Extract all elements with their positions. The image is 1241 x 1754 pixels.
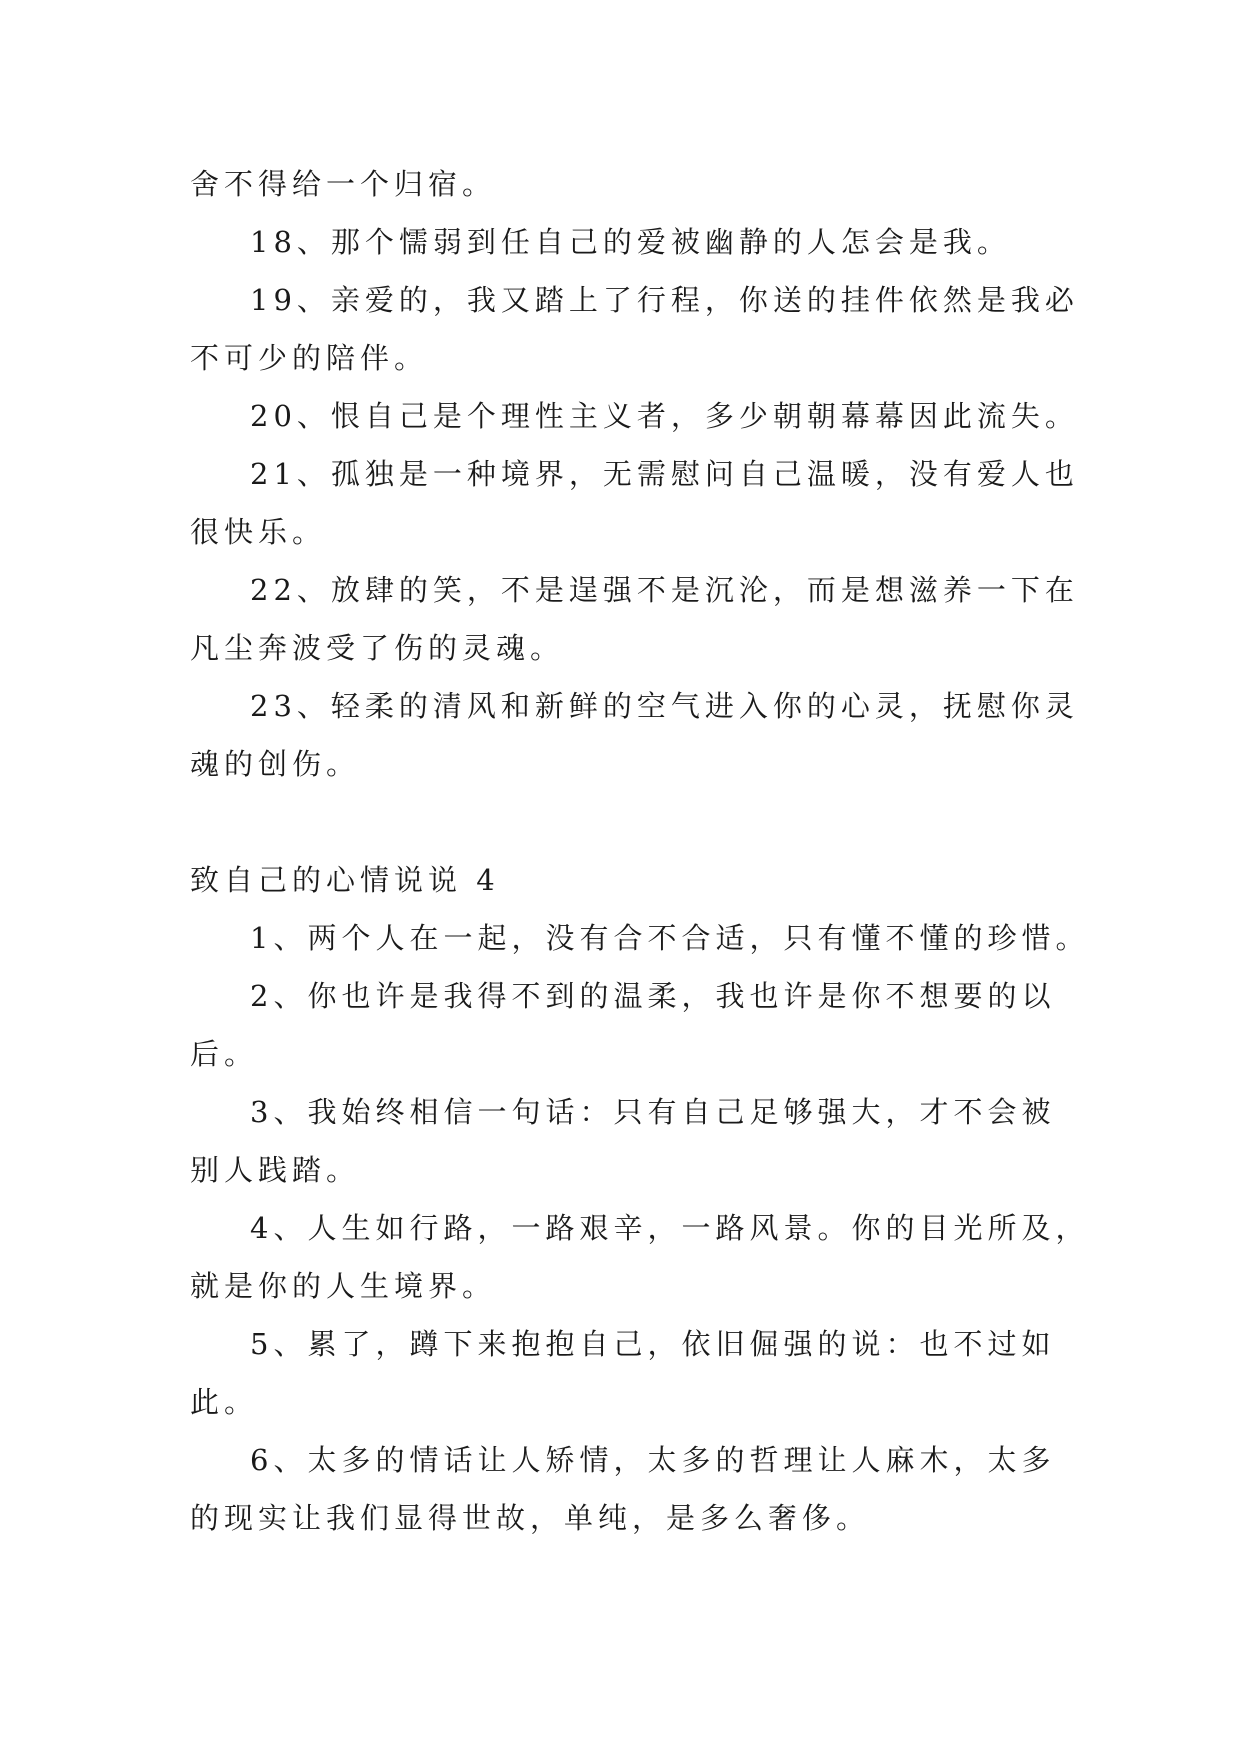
list-item (190, 1431, 1070, 1547)
paragraph-line: 1、两个人在一起，没有合不合适，只有懂不懂的珍惜。 (250, 921, 1090, 955)
paragraph-line: 此。 (190, 1385, 259, 1419)
paragraph-line: 4、人生如行路，一路艰辛，一路风景。你的目光所及， (250, 1211, 1090, 1245)
list-item (190, 1199, 1090, 1315)
paragraph-line: 5、累了，蹲下来抱抱自己，依旧倔强的说：也不过如 (250, 1327, 1056, 1361)
list-item (190, 561, 1079, 677)
paragraph-line: 6、太多的情话让人矫情，太多的哲理让人麻木，太多 (250, 1443, 1056, 1477)
list-item (190, 1315, 1070, 1431)
paragraph-line: 19、亲爱的，我又踏上了行程，你送的挂件依然是我必 (250, 283, 1079, 317)
paragraph-line: 不可少的陪伴。 (190, 341, 429, 375)
list-item (190, 213, 1070, 271)
paragraph-continuation: 舍不得给一个归宿。 (190, 167, 497, 201)
paragraph-line: 很快乐。 (190, 515, 327, 549)
paragraph-line: 别人践踏。 (190, 1153, 361, 1187)
paragraph-line: 22、放肆的笑，不是逞强不是沉沦，而是想滋养一下在 (250, 573, 1079, 607)
section-spacer (190, 793, 1070, 851)
paragraph-line: 就是你的人生境界。 (190, 1269, 497, 1303)
paragraph-line: 20、恨自己是个理性主义者，多少朝朝幕幕因此流失。 (250, 399, 1079, 433)
paragraph-line: 21、孤独是一种境界，无需慰问自己温暖，没有爱人也 (250, 457, 1079, 491)
list-item (190, 909, 1090, 967)
paragraph-line: 的现实让我们显得世故，单纯，是多么奢侈。 (190, 1501, 871, 1535)
paragraph-line: 23、轻柔的清风和新鲜的空气进入你的心灵，抚慰你灵 (250, 689, 1079, 723)
list-item (190, 677, 1079, 793)
section-heading: 致自己的心情说说 4 (190, 863, 500, 897)
document-body (190, 155, 1090, 1547)
list-item (190, 967, 1070, 1083)
paragraph-line: 18、那个懦弱到任自己的爱被幽静的人怎会是我。 (250, 225, 1011, 259)
paragraph-line: 2、你也许是我得不到的温柔，我也许是你不想要的以 (250, 979, 1056, 1013)
paragraph-line: 魂的创伤。 (190, 747, 361, 781)
list-item (190, 271, 1079, 387)
list-item (190, 1083, 1070, 1199)
paragraph-line: 凡尘奔波受了伤的灵魂。 (190, 631, 565, 665)
list-item (190, 387, 1079, 445)
paragraph-line: 3、我始终相信一句话：只有自己足够强大，才不会被 (250, 1095, 1056, 1129)
paragraph-line: 后。 (190, 1037, 259, 1071)
list-item (190, 445, 1079, 561)
